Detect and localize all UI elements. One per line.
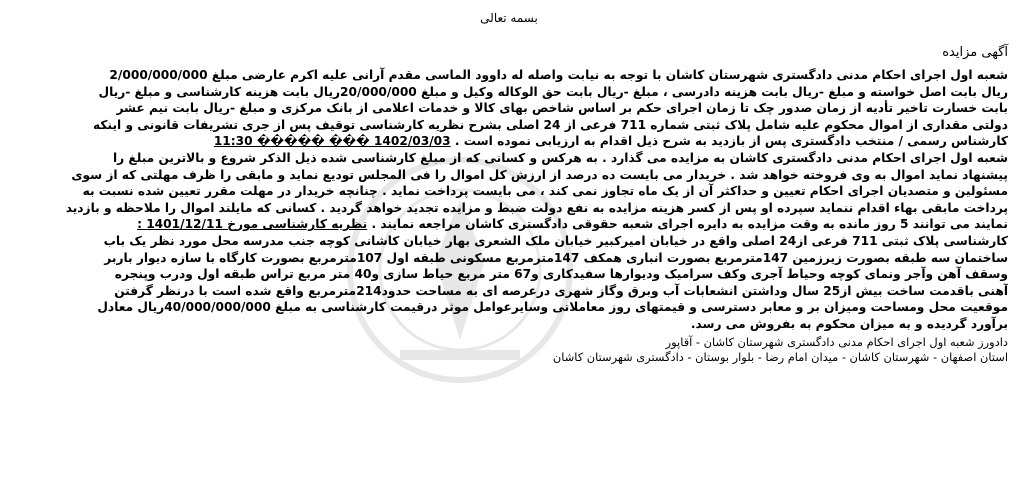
- text-line: [10, 133, 1008, 150]
- text-line: شعبه اول اجرای احکام مدنی دادگستری شهرستان کاشان با توجه به نیابت واصله له داوود الماسی مقدم آرانی علیه اکرم عارضی مبلغ 2/000/000/000: [109, 68, 1008, 82]
- text-line: برآورد گردیده و به میزان محکوم به بفروش می رسد.: [690, 316, 1008, 331]
- auction-datetime: 11:30 ����� ��� 1402/03/03: [213, 134, 451, 149]
- basmala-text: بسمه تعالی: [480, 11, 538, 25]
- text-line: [10, 216, 1008, 233]
- paragraph-property-description: [10, 233, 1008, 333]
- header: [10, 4, 1008, 30]
- court-address-line: استان اصفهان - شهرستان کاشان - میدان امام رضا - بلوار بوستان - دادگستری شهرستان کاشان: [552, 349, 1008, 364]
- footer: [10, 335, 1008, 365]
- text-segment: نمایند می توانند 5 روز مانده به وقت مزایده به دایره اجرای شعبه حقوقی دادگستری کاشان مراجعه نمایند .: [371, 217, 1008, 232]
- notice-title: آگهی مزایده: [942, 45, 1008, 60]
- text-line: پیشنهاد نماید اموال به وی فروخته خواهد شد . خریدار می بایست ده درصد از ارزش کل اموال را فی المجلس تودیع نماید و مابقی را ظرف مهلتی که از سوی: [71, 167, 1008, 182]
- text-line: بابت خسارت تاخیر تأدیه از زمان صدور چک تا زمان اجرای حکم بر اساس شاخص بهای کالا و خدمات اعلامی از بانک مرکزی و مبلغ -ریال بابت نیم عشر: [116, 101, 1008, 116]
- text-line: شعبه اول اجرای احکام مدنی دادگستری کاشان به مزایده می گذارد . به هرکس و کسانی که از مبلغ کارشناسی شده ذیل الذکر شروع و بالاترین مبلغ را: [112, 150, 1008, 165]
- text-line: ریال بابت اصل خواسته و مبلغ -ریال بابت هزینه دادرسی ، مبلغ -ریال بابت حق الوکاله وکیل و مبلغ 20/000/000ریال بابت هزینه کارشناسی و مبلغ -ریال: [98, 84, 1008, 99]
- text-line: کارشناسی پلاک ثبتی 711 فرعی از24 اصلی واقع در خیابان امیرکبیر خیابان ملک الشعری بهار خیابان کاشانی کوچه جنب مدرسه محل مورد نظر یک باب: [103, 233, 1008, 248]
- text-line: وسقف آهن وآجر ونمای کوچه وحیاط آجری وکف سرامیک ودیوارها سفیدکاری و67 متر مربع حیاط سازی و40 متر مربع تراس طبقه اول ودرب وپنجره: [114, 267, 1008, 282]
- expert-opinion-heading: نظریه کارشناسی مورخ 1401/12/11 :: [137, 217, 368, 232]
- text-line: دولتی مقداری از اموال محکوم علیه شامل پلاک ثبتی شماره 711 فرعی از 24 اصلی بشرح نظریه کارشناسی توقیف پس از جری تشریفات قانونی و اینکه: [93, 117, 1008, 132]
- text-segment: کارشناس رسمی / منتخب دادگستری پس از بازدید به شرح ذیل اقدام به ارزیابی نموده است .: [454, 134, 1008, 149]
- text-line: ساختمان سه طبقه بصورت زیرزمین 147مترمربع بصورت انباری همکف 147مترمربع مسکونی طبقه اول 107مترمربع بصورت کارگاه با سازه دیوار باربر: [104, 250, 1008, 265]
- text-line: پرداخت مابقی بهاء اقدام ننماید سپرده او پس از کسر هزینه مزایده به نفع دولت ضبط و مزایده تجدید خواهد گردید . کسانی که مایلند اموال را ملاحظه و بازدید: [65, 200, 1008, 215]
- paragraph-auction-terms: [10, 150, 1008, 233]
- text-line: آهنی باقدمت ساخت بیش از25 سال وداشتن انشعابات آب وبرق وگاز شهری درعرصه ای به مساحت حدود214مترمربع واقع شده است با درنظر گرفتن: [114, 283, 1008, 298]
- officer-signature-line: دادورز شعبه اول اجرای احکام مدنی دادگستری شهرستان کاشان - آقاپور: [665, 334, 1008, 349]
- text-line: موقعیت محل ومساحت ومیزان بر و معابر دسترسی و قیمتهای روز معاملاتی وسایرعوامل موثر درقیمت کارشناسی به مبلغ 40/000/000/000ریال معادل: [97, 300, 1008, 315]
- text-line: مسئولین و متصدیان اجرای احکام تعیین و حداکثر آن از یک ماه تجاوز نمی کند ، می بایست پرداخت نماید . چنانچه خریدار در مهلت مقرر تعیین شده نسبت به: [82, 184, 1008, 199]
- paragraph-enforcement: [10, 67, 1008, 150]
